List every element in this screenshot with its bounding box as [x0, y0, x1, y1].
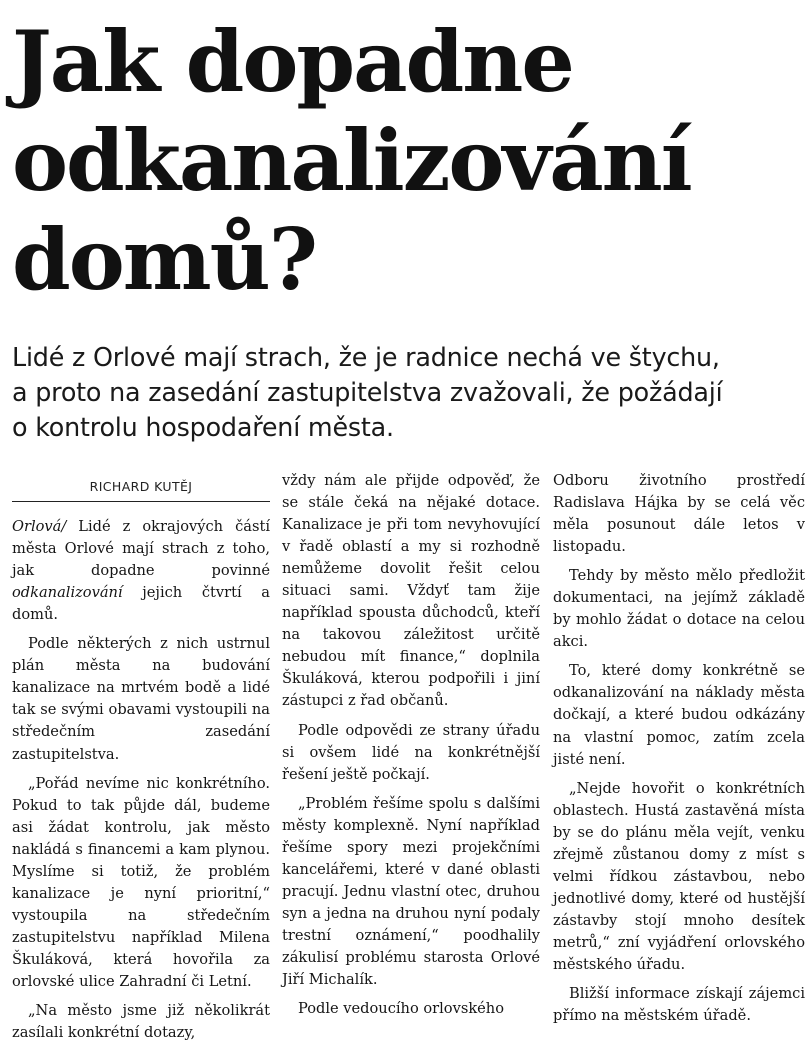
article-paragraph-continued: Odboru životního prostředí Radislava Hájka by se celá věc měla posunout dále letos v listopadu. [553, 472, 805, 556]
byline-rule [12, 476, 270, 502]
headline-line-1: Jak dopadne [12, 12, 573, 111]
article-paragraph: Orlová/ Lidé z okrajových částí města Orlové mají strach z toho, jak dopadne povinné odkanalizování jejich čtvrtí a domů. [12, 518, 270, 624]
article-paragraph-continued: vždy nám ale přijde odpověď, že se stále čeká na nějaké dotace. Kanalizace je při tom nevyhovující v řadě oblastí a my si rozhodně nemůžeme dovolit řešit celou situaci sami. Vždyť tam žije například spousta důchodců, kteří na takovou záležitost určitě nebudou mít finance,“ doplnila Škuláková, kterou podpořili i jiní zástupci z řad občanů. [282, 472, 540, 710]
lead-line-3: o kontrolu hospodaření města. [12, 412, 394, 442]
article-paragraph: To, které domy konkrétně se odkanalizování na náklady města dočkají, a které budou odkázány na vlastní pomoc, zatím zcela jisté není. [553, 662, 805, 768]
lead-line-2: a proto na zasedání zastupitelstva zvažovali, že požádají [12, 377, 723, 407]
headline [12, 12, 802, 309]
article-paragraph: „Na město jsme již několikrát zasílali konkrétní dotazy, [12, 1002, 270, 1042]
article-paragraph: „Problém řešíme spolu s dalšími městy komplexně. Nyní například řešíme spory mezi projekčními kancelářemi, které v dané oblasti pracují. Jednu vlastní otec, druhou syn a jedna na druhou nyní podaly trestní oznámení,“ poodhalily zákulisí problému starosta Orlové Jiří Michalík. [282, 794, 540, 989]
article-paragraph: „Nejde hovořit o konkrétních oblastech. Hustá zastavěná místa by se do plánu měla vejít, venku zřejmě zůstanou domy z míst s velmi řídkou zástavbou, nebo jednotlivé domy, které od hustější zástavby stojí mnoho desítek metrů,“ zní vyjádření orlovského městského úřadu. [553, 779, 805, 973]
article-paragraph: Podle odpovědi ze strany úřadu si ovšem lidé na konkrétnější řešení ještě počkají. [282, 721, 540, 783]
article-paragraph: Podle vedoucího orlovského [298, 1000, 504, 1018]
article-paragraph: „Pořád nevíme nic konkrétního. Pokud to tak půjde dál, budeme asi žádat kontrolu, jak město nakládá s financemi a kam plynou. Myslíme si totiž, že problém kanalizace je nyní prioritní,“ vystoupila na středečním zastupitelstvu například Milena Škuláková, která hovořila za orlovské ulice Zahradní či Letní. [12, 774, 270, 990]
article-paragraph: Podle některých z nich ustrnul plán města na budování kanalizace na mrtvém bodě a lidé tak se svými obavami vystoupili na středečním zasedání zastupitelstva. [12, 635, 270, 763]
article-paragraph: Bližší informace získají zájemci přímo na městském úřadě. [553, 985, 805, 1025]
lead-paragraph [12, 340, 802, 445]
article-column-2 [282, 470, 540, 1020]
article-column-3 [553, 470, 805, 1027]
headline-line-3: domů? [12, 210, 316, 309]
headline-line-2: odkanalizování [12, 111, 691, 210]
byline: RICHARD KUTĚJ [89, 479, 193, 494]
dateline-place: Orlová/ [12, 518, 67, 536]
article-column-1 [12, 470, 270, 1044]
lead-line-1: Lidé z Orlové mají strach, že je radnice nechá ve štychu, [12, 342, 720, 372]
article-paragraph: Tehdy by město mělo předložit dokumentaci, na jejímž základě by mohlo žádat o dotace na celou akci. [553, 567, 805, 651]
